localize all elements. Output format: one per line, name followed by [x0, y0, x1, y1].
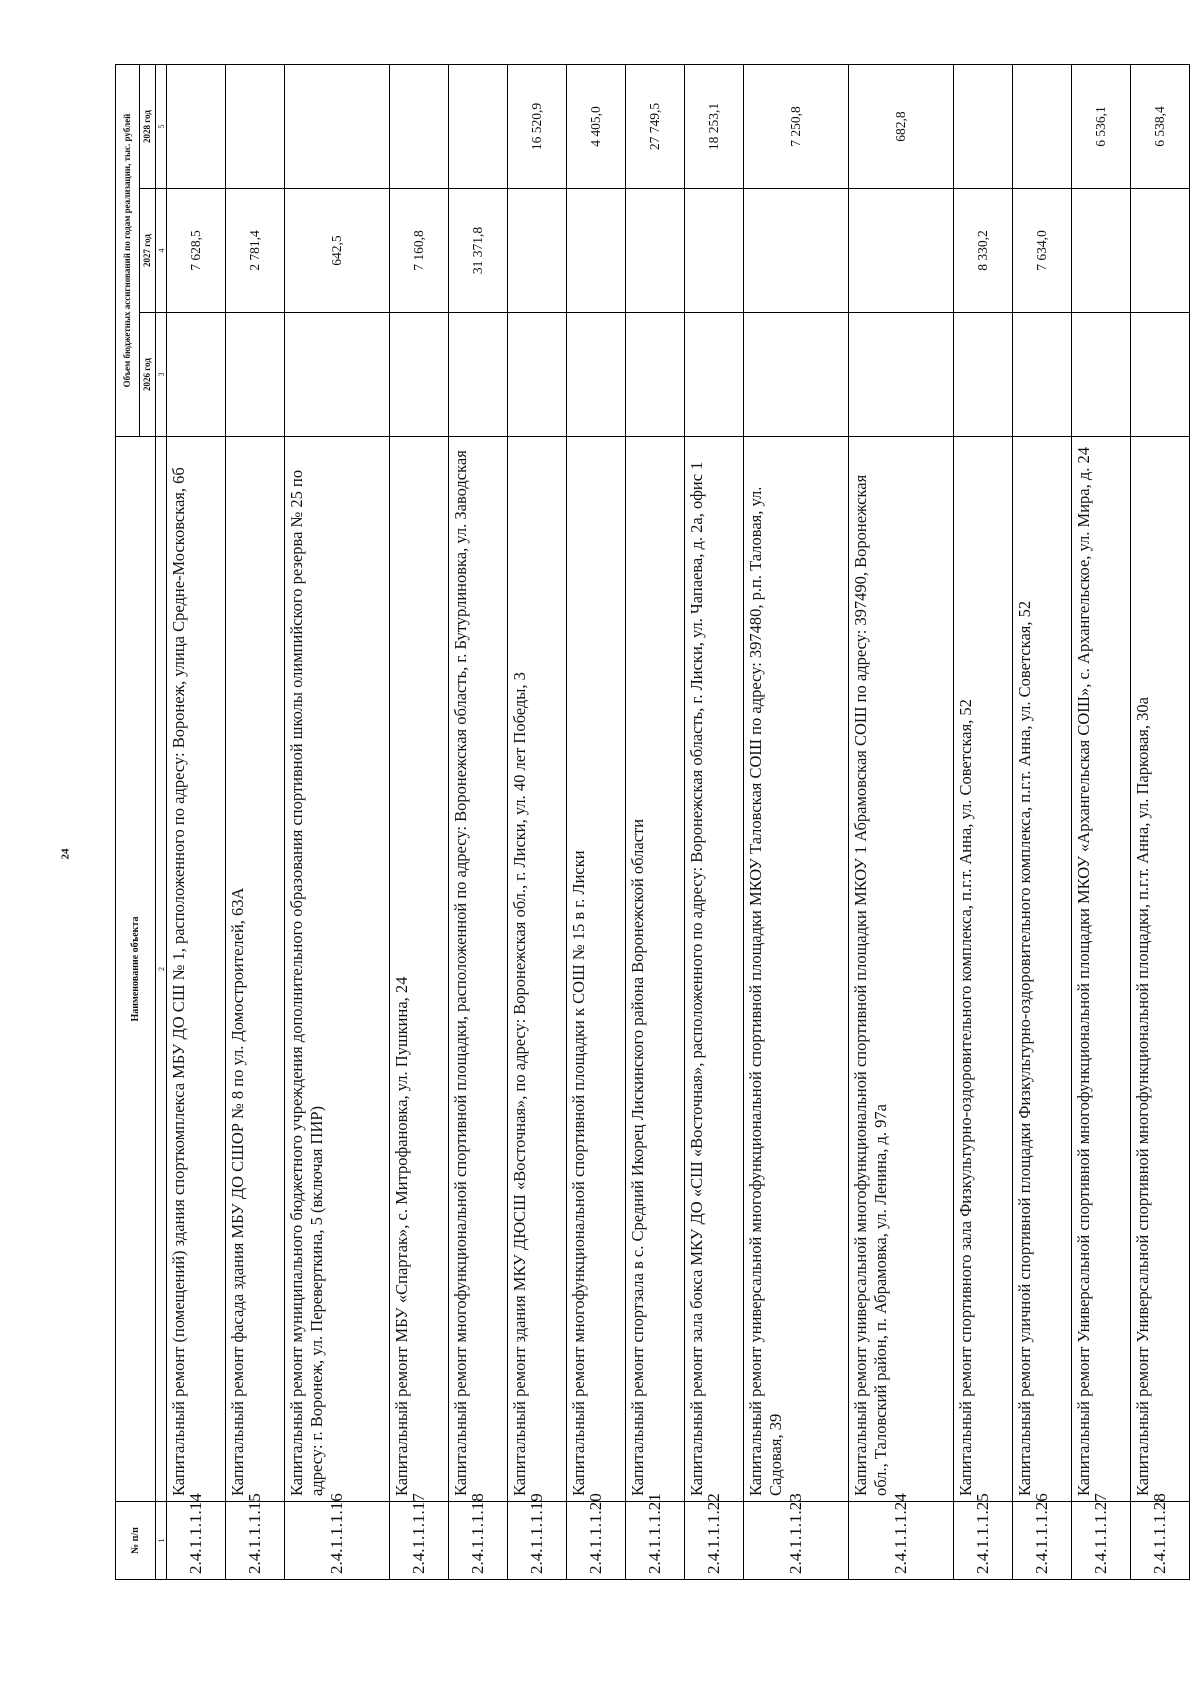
value-2026 [848, 313, 953, 437]
object-name: Капитальный ремонт (помещений) здания спорткомплекса МБУ ДО СШ № 1, расположенного по адресу: Воронеж, улица Средне-Московская, 6б [167, 437, 226, 1502]
value-2027: 7 634,0 [1013, 189, 1072, 313]
object-name: Капитальный ремонт спортивного зала Физкультурно-оздоровительного комплекса, п.г.т. Анна, ул. Советская, 52 [954, 437, 1013, 1502]
row-number: 2.4.1.1.1.27 [1072, 1502, 1131, 1580]
value-2027: 7 628,5 [167, 189, 226, 313]
value-2026 [743, 313, 848, 437]
value-2026 [449, 313, 508, 437]
header-year-2027: 2027 год [140, 189, 156, 313]
value-2026 [566, 313, 625, 437]
object-name: Капитальный ремонт МБУ «Спартак», с. Митрофановка, ул. Пушкина, 24 [390, 437, 449, 1502]
table-row [284, 65, 389, 1580]
value-2027: 642,5 [284, 189, 389, 313]
index-cell: 2 [156, 437, 167, 1502]
row-number: 2.4.1.1.1.21 [625, 1502, 684, 1580]
value-2027 [566, 189, 625, 313]
row-number: 2.4.1.1.1.19 [507, 1502, 566, 1580]
value-2027 [743, 189, 848, 313]
index-cell: 5 [156, 65, 167, 189]
table-row [684, 65, 743, 1580]
row-number: 2.4.1.1.1.14 [167, 1502, 226, 1580]
object-name: Капитальный ремонт универсальной многофункциональной спортивной площадки МКОУ 1 Абрамовская СОШ по адресу: 397490, Воронежская обл., Таловский район, п. Абрамовка, ул. Ленина, д. 97а [848, 437, 953, 1502]
value-2026 [684, 313, 743, 437]
table-row [566, 65, 625, 1580]
value-2027 [848, 189, 953, 313]
table-row [954, 65, 1013, 1580]
value-2026 [167, 313, 226, 437]
value-2027: 2 781,4 [225, 189, 284, 313]
table-row [1130, 65, 1189, 1580]
row-number: 2.4.1.1.1.15 [225, 1502, 284, 1580]
value-2027: 31 371,8 [449, 189, 508, 313]
object-name: Капитальный ремонт многофункциональной спортивной площадки, расположенной по адресу: Воронежская область, г. Бутурлиновка, ул. Заводская [449, 437, 508, 1502]
value-2027 [1072, 189, 1131, 313]
object-name: Капитальный ремонт муниципального бюджетного учреждения дополнительного образования спортивной школы олимпийского резерва № 25 по адресу: г. Воронеж, ул. Переверткина, 5 (включая ПИР) [284, 437, 389, 1502]
row-number: 2.4.1.1.1.22 [684, 1502, 743, 1580]
page-number: 24 [59, 848, 72, 860]
value-2028: 18 253,1 [684, 65, 743, 189]
row-number: 2.4.1.1.1.24 [848, 1502, 953, 1580]
table-row [1072, 65, 1131, 1580]
value-2028: 16 520,9 [507, 65, 566, 189]
row-number: 2.4.1.1.1.26 [1013, 1502, 1072, 1580]
value-2028 [225, 65, 284, 189]
value-2027 [1130, 189, 1189, 313]
value-2028: 27 749,5 [625, 65, 684, 189]
value-2026 [625, 313, 684, 437]
table-body [167, 65, 1190, 1580]
table-row [743, 65, 848, 1580]
value-2028: 6 538,4 [1130, 65, 1189, 189]
value-2028: 7 250,8 [743, 65, 848, 189]
rotated-table-container [115, 65, 1190, 1580]
value-2028 [390, 65, 449, 189]
object-name: Капитальный ремонт универсальной многофункциональной спортивной площадки МКОУ Таловская СОШ по адресу: 397480, р.п. Таловая, ул. Садовая, 39 [743, 437, 848, 1502]
budget-table [115, 64, 1190, 1580]
value-2026 [954, 313, 1013, 437]
row-number: 2.4.1.1.1.20 [566, 1502, 625, 1580]
header-volume: Объем бюджетных ассигнований по годам реализации, тыс. рублей [116, 65, 140, 437]
index-cell: 3 [156, 313, 167, 437]
object-name: Капитальный ремонт фасада здания МБУ ДО СШОР № 8 по ул. Домостроителей, 63А [225, 437, 284, 1502]
object-name: Капитальный ремонт Универсальной спортивной многофункциональной площадки, п.г.т. Анна, ул. Парковая, 30а [1130, 437, 1189, 1502]
value-2026 [284, 313, 389, 437]
value-2028: 4 405,0 [566, 65, 625, 189]
value-2028: 6 536,1 [1072, 65, 1131, 189]
index-cell: 4 [156, 189, 167, 313]
value-2028: 682,8 [848, 65, 953, 189]
header-year-2026: 2026 год [140, 313, 156, 437]
table-row [390, 65, 449, 1580]
value-2027: 8 330,2 [954, 189, 1013, 313]
table-row [1013, 65, 1072, 1580]
value-2028 [167, 65, 226, 189]
value-2027: 7 160,8 [390, 189, 449, 313]
object-name: Капитальный ремонт зала бокса МКУ ДО «СШ «Восточная», расположенного по адресу: Воронежская область, г. Лиски, ул. Чапаева, д. 2а, офис 1 [684, 437, 743, 1502]
header-num: № п/п [116, 1502, 156, 1580]
table-row [848, 65, 953, 1580]
value-2026 [390, 313, 449, 437]
value-2026 [1072, 313, 1131, 437]
value-2026 [1130, 313, 1189, 437]
object-name: Капитальный ремонт уличной спортивной площадки Физкультурно-оздоровительного комплекса, п.г.т. Анна, ул. Советская, 52 [1013, 437, 1072, 1502]
table-row [167, 65, 226, 1580]
value-2028 [954, 65, 1013, 189]
value-2028 [1013, 65, 1072, 189]
row-number: 2.4.1.1.1.23 [743, 1502, 848, 1580]
object-name: Капитальный ремонт многофункциональной спортивной площадки к СОШ № 15 в г. Лиски [566, 437, 625, 1502]
value-2027 [684, 189, 743, 313]
row-number: 2.4.1.1.1.17 [390, 1502, 449, 1580]
row-number: 2.4.1.1.1.16 [284, 1502, 389, 1580]
value-2027 [507, 189, 566, 313]
header-name: Наименование объекта [116, 437, 156, 1502]
table-row [449, 65, 508, 1580]
row-number: 2.4.1.1.1.18 [449, 1502, 508, 1580]
value-2028 [284, 65, 389, 189]
value-2027 [625, 189, 684, 313]
object-name: Капитальный ремонт здания МКУ ДЮСШ «Восточная», по адресу: Воронежская обл., г. Лиски, ул. 40 лет Победы, 3 [507, 437, 566, 1502]
row-number: 2.4.1.1.1.28 [1130, 1502, 1189, 1580]
table-row [507, 65, 566, 1580]
value-2026 [507, 313, 566, 437]
index-cell: 1 [156, 1502, 167, 1580]
row-number: 2.4.1.1.1.25 [954, 1502, 1013, 1580]
value-2028 [449, 65, 508, 189]
table-row [225, 65, 284, 1580]
object-name: Капитальный ремонт Универсальной спортивной многофункциональной площадки МКОУ «Архангельская СОШ», с. Архангельское, ул. Мира, д. 24 [1072, 437, 1131, 1502]
object-name: Капитальный ремонт спортзала в с. Средний Икорец Лискинского района Воронежской области [625, 437, 684, 1502]
value-2026 [225, 313, 284, 437]
table-row [625, 65, 684, 1580]
header-year-2028: 2028 год [140, 65, 156, 189]
value-2026 [1013, 313, 1072, 437]
